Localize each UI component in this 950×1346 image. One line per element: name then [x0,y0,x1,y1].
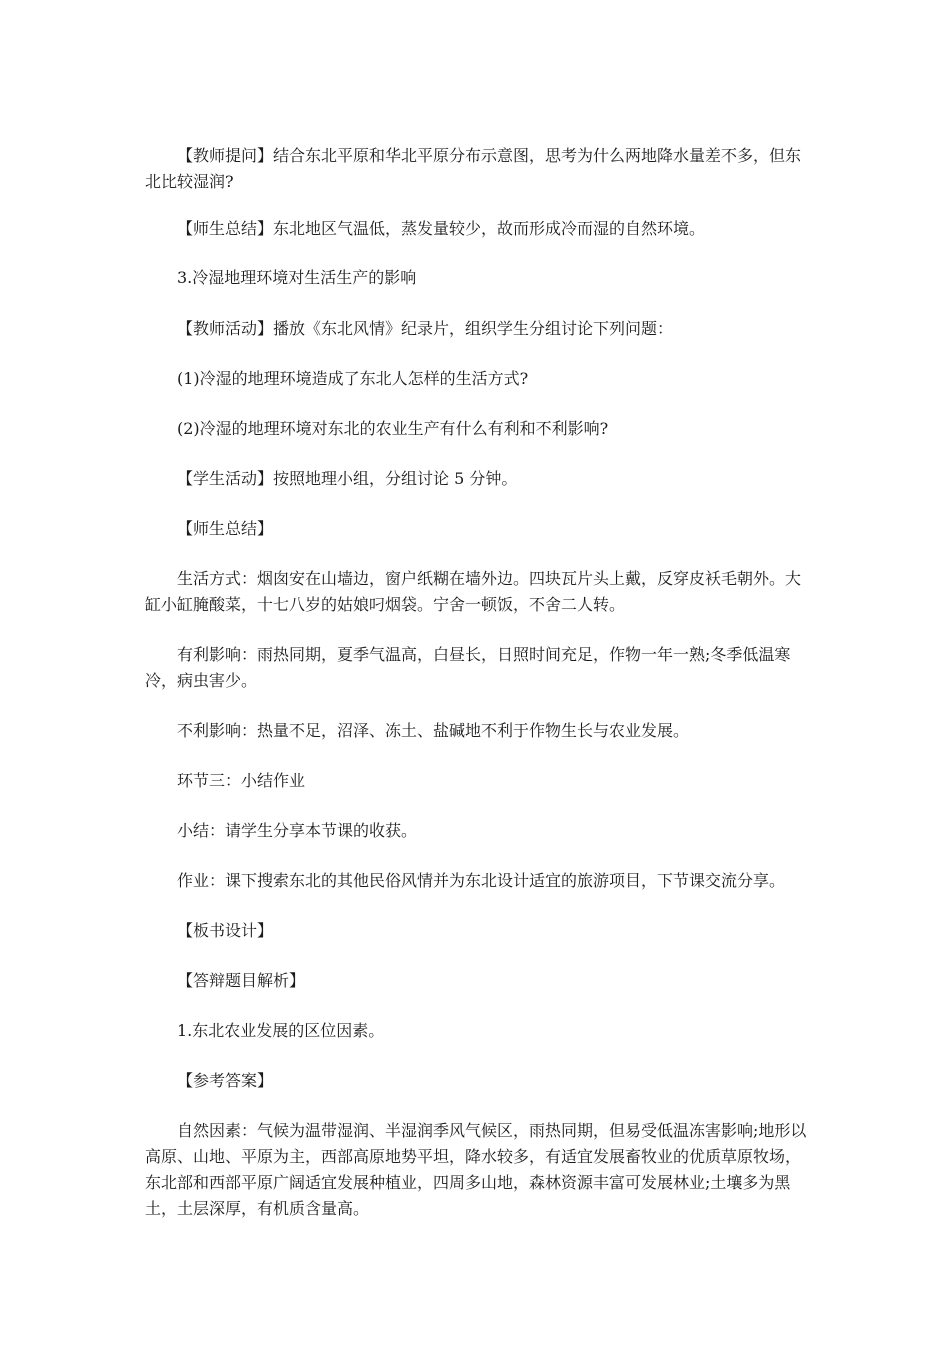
paragraph-defense-analysis: 【答辩题目解析】 [177,971,306,990]
paragraph-student-activity: 【学生活动】按照地理小组，分组讨论 5 分钟。 [177,469,518,488]
paragraph-teacher-activity: 【教师活动】播放《东北风情》纪录片，组织学生分组讨论下列问题： [177,319,674,338]
paragraph-homework: 作业：课下搜索东北的其他民俗风情并为东北设计适宜的旅游项目，下节课交流分享。 [177,871,786,890]
paragraph-summary-heading: 【师生总结】 [177,519,274,538]
paragraph-board-design: 【板书设计】 [177,921,274,940]
paragraph-recap: 小结：请学生分享本节课的收获。 [177,821,418,840]
paragraph-favorable: 有利影响：雨热同期，夏季气温高，白昼长，日照时间充足，作物一年一熟;冬季低温寒冷，病虫害少。 [145,645,791,690]
paragraph-summary-1: 【师生总结】东北地区气温低，蒸发量较少，故而形成冷而湿的自然环境。 [177,219,706,238]
paragraph-unfavorable: 不利影响：热量不足，沼泽、冻土、盐碱地不利于作物生长与农业发展。 [177,721,690,740]
paragraph-natural-factors: 自然因素：气候为温带湿润、半湿润季风气候区，雨热同期，但易受低温冻害影响;地形以高原、山地、平原为主，西部高原地势平坦，降水较多，有适宜发展畜牧业的优质草原牧场，东北部和西部平原广阔适宜发展种植业，四周多山地，森林资源丰富可发展林业;土壤多为黑土，土层深厚，有机质含量高。 [145,1121,807,1218]
paragraph-section-three: 环节三：小结作业 [177,771,306,790]
paragraph-lifestyle: 生活方式：烟囱安在山墙边，窗户纸糊在墙外边。四块瓦片头上戴，反穿皮袄毛朝外。大缸小缸腌酸菜，十七八岁的姑娘叼烟袋。宁舍一顿饭，不舍二人转。 [145,569,802,614]
paragraph-teacher-question: 【教师提问】结合东北平原和华北平原分布示意图，思考为什么两地降水量差不多，但东北比较湿润? [145,146,802,191]
paragraph-section-heading: 3.冷湿地理环境对生活生产的影响 [177,268,417,287]
paragraph-question-2: (2)冷湿的地理环境对东北的农业生产有什么有利和不利影响? [177,419,609,438]
paragraph-question-1: (1)冷湿的地理环境造成了东北人怎样的生活方式? [177,369,529,388]
paragraph-reference-answer: 【参考答案】 [177,1071,274,1090]
paragraph-question-item: 1.东北农业发展的区位因素。 [177,1021,385,1040]
